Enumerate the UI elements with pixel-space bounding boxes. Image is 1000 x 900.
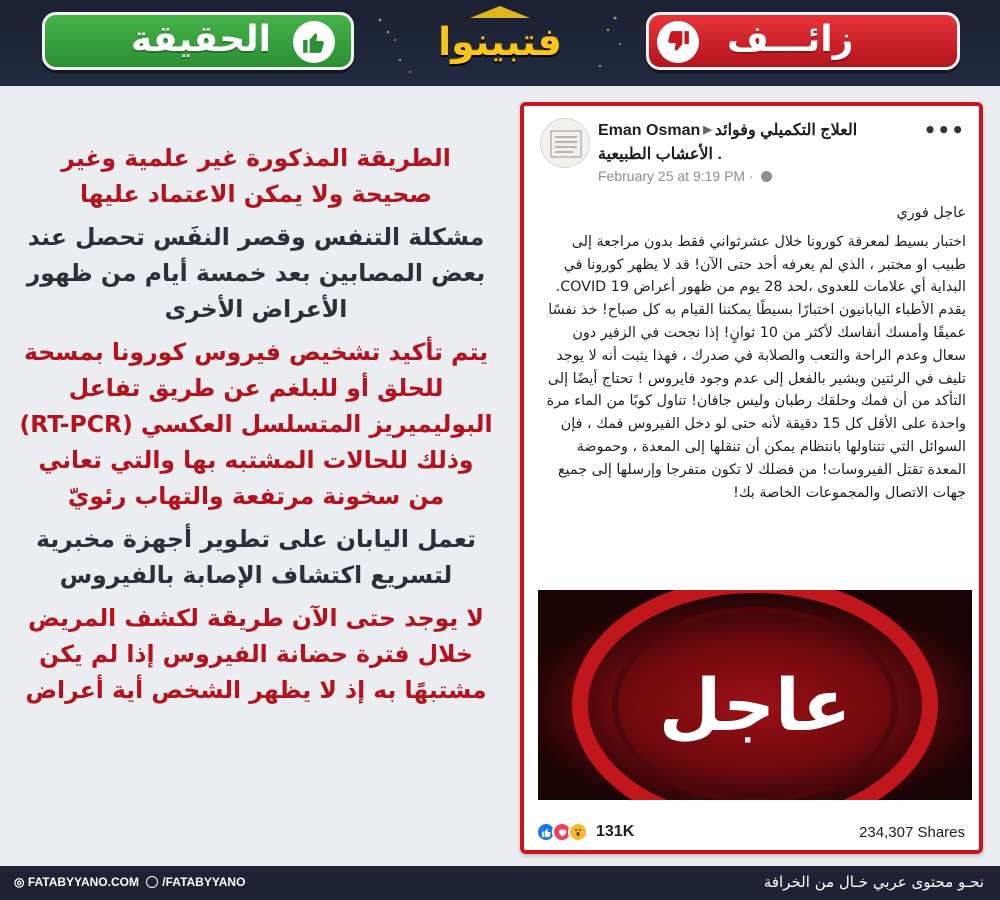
globe-icon xyxy=(761,171,772,182)
social-handle[interactable]: /FATABYYANO xyxy=(162,875,246,889)
post-title: عاجل فوري xyxy=(896,205,966,221)
wow-icon xyxy=(568,822,588,842)
avatar[interactable] xyxy=(540,118,590,168)
thumbs-down-icon xyxy=(657,21,699,63)
reactions-summary[interactable] xyxy=(536,822,634,842)
footer-links xyxy=(14,875,245,889)
post-body xyxy=(536,202,966,504)
claim-2: مشكلة التنفس وقصر النفَس تحصل عند بعض المصابين بعد خمسة أيام من ظهور الأعراض الأخرى xyxy=(26,223,486,323)
footer-tagline: نحـو محتوى عربي خـال من الخرافة xyxy=(763,873,984,891)
facebook-post-card xyxy=(520,102,983,854)
facebook-icon xyxy=(146,876,158,888)
post-image-text: عاجل xyxy=(658,663,852,747)
post-header xyxy=(598,120,918,140)
claim-4: تعمل اليابان على تطوير أجهزة مخبرية لتسريع اكتشاف الإصابة بالفيروس xyxy=(36,525,476,589)
brand-name: فتبينوا xyxy=(438,20,562,64)
post-footer xyxy=(524,816,979,852)
fake-label xyxy=(646,12,960,70)
caret-right-icon: ▶ xyxy=(703,124,712,136)
header-banner xyxy=(0,0,1000,86)
more-options-icon[interactable]: ••• xyxy=(923,118,965,142)
truth-label xyxy=(42,12,354,70)
brand-logo xyxy=(410,4,590,82)
fact-claims xyxy=(18,140,494,715)
claim-1: الطريقة المذكورة غير علمية وغير صحيحة ولا يمكن الاعتماد عليها xyxy=(61,144,451,208)
reactions-count: 131K xyxy=(596,823,635,840)
claim-3: يتم تأكيد تشخيص فيروس كورونا بمسحة للحلق أو للبلغم عن طريق تفاعل البوليميريز المتسلسل العكسي (RT-PCR) وذلك للحالات المشتبه بها والتي تعاني من سخونة مرتفعة والتهاب رئويّ xyxy=(19,338,493,510)
fake-label-text: زائـــف xyxy=(727,19,854,60)
post-author[interactable]: Eman Osman xyxy=(598,122,701,139)
post-group-line1[interactable]: العلاج التكميلي وفوائد xyxy=(714,122,858,139)
globe-icon: ◎ xyxy=(14,875,25,889)
claim-5: لا يوجد حتى الآن طريقة لكشف المريض خلال فترة حضانة الفيروس إذا لم يكن مشتبهًا به إذ لا يظهر الشخص أية أعراض xyxy=(25,604,487,704)
post-group-line2[interactable]: الأعشاب الطبيعية . xyxy=(598,146,722,163)
post-timestamp[interactable]: February 25 at 9:19 PM · xyxy=(598,168,772,184)
post-image[interactable] xyxy=(538,590,972,800)
footer-bar xyxy=(0,866,1000,900)
shares-count[interactable]: 234,307 Shares xyxy=(859,824,965,841)
truth-label-text: الحقيقة xyxy=(130,19,271,60)
post-text: اختبار بسيط لمعرفة كورونا خلال عشرثواني فقط بدون مراجعة إلى طبيب او مختبر ، الذي لم يعرفه أحد حتى الآن! قد لا يظهر كورونا في البداية أي علامات للعدوى ،لحد 28 يوم من ظهور أعراض COVID 19. يقدم الأطباء اليابانيون اختبارًا بسيطًا يمكننا القيام به كل صباح! خذ نفسًا عميقًا وأمسك أنفاسك لأكثر من 10 ثوانٍ! إذا نجحت في الزفير دون سعال وعدم الراحة والتعب والصلابة في صدرك ، فهذا يثبت أنه لا يوجد تليف في الرئتين ويشير بالفعل إلى عدم وجود فايروس ! تحتاج أيضًا إلى التأكد من أن فمك وحلقك رطبان وليس جافان! تناول كوبًا من الماء مرة واحدة على الأقل كل 15 دقيقة لأنه حتى لو دخل الفيروس فمك ، فإن السوائل التي تتناولها بانتظام يمكن أن تنقلها إلى المعدة ، وحموضة المعدة تقتل الفيروسات! من فضلك لا تكون متفرجا وإرسلها إلى جميع جهات الاتصال والمجموعات الخاصة بك! xyxy=(546,233,966,501)
post-date: February 25 at 9:19 PM xyxy=(598,168,746,184)
website-link[interactable]: FATABYYANO.COM xyxy=(27,875,139,889)
thumbs-up-icon xyxy=(293,21,335,63)
